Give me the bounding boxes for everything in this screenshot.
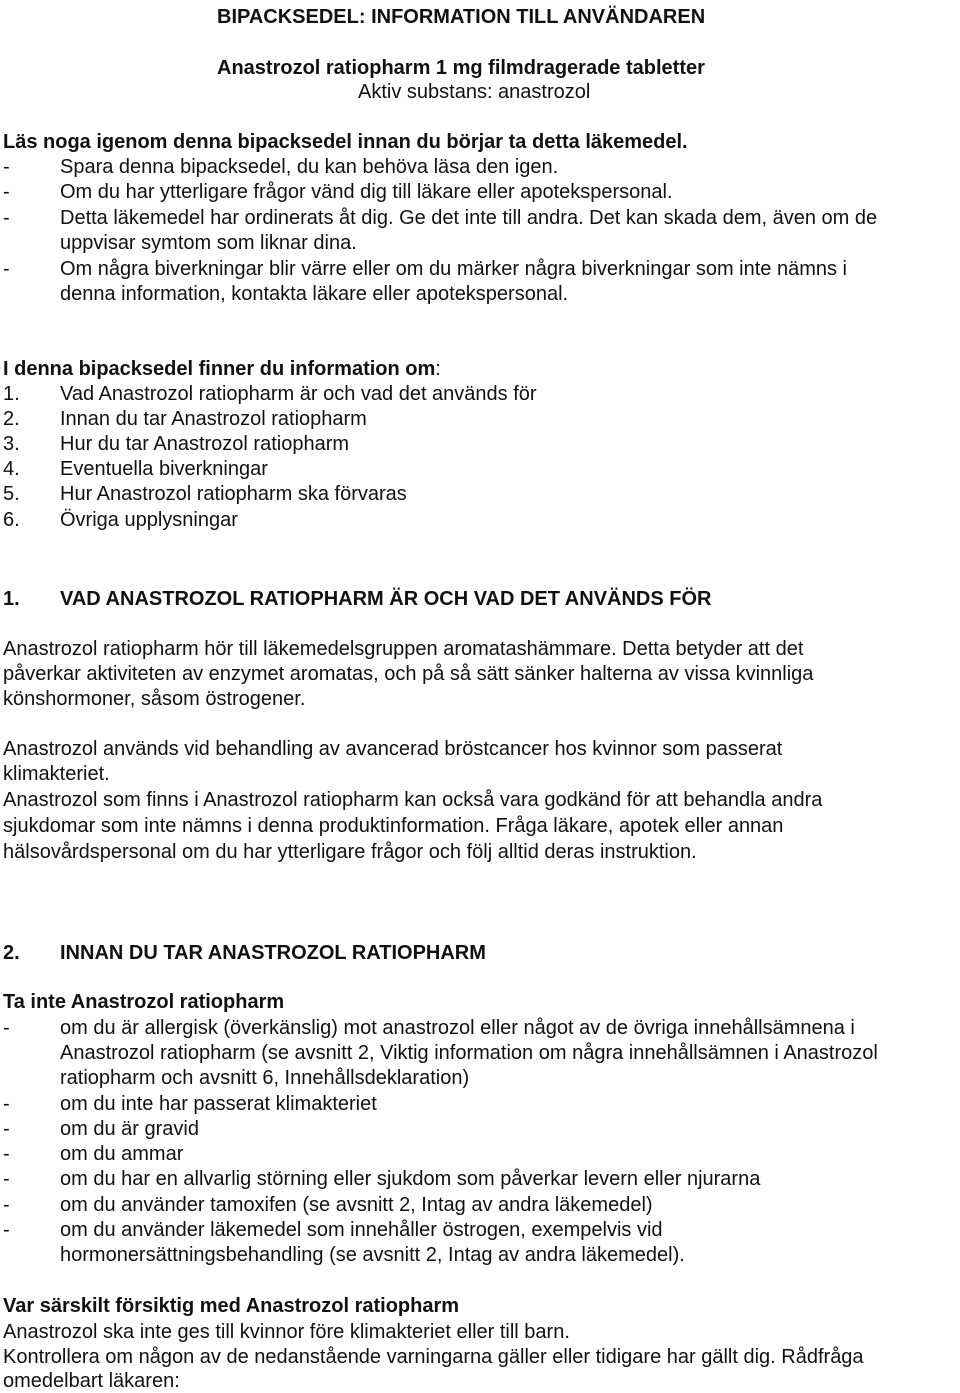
contraindication-text: hormonersättningsbehandling (se avsnitt 2, Intag av andra läkemedel). xyxy=(60,1244,685,1266)
toc-item-text: Eventuella biverkningar xyxy=(60,458,268,480)
toc-item-number: 2. xyxy=(3,408,20,430)
product-name: Anastrozol ratiopharm 1 mg filmdragerade tabletter xyxy=(217,57,705,79)
contraindication-dash: - xyxy=(3,1168,10,1190)
toc-item-text: Övriga upplysningar xyxy=(60,509,238,531)
section1-para-line: könshormoner, såsom östrogener. xyxy=(3,688,306,710)
contraindication-text: om du inte har passerat klimakteriet xyxy=(60,1093,377,1115)
intro-bullet-text: Spara denna bipacksedel, du kan behöva läsa den igen. xyxy=(60,156,559,178)
contraindication-text: ratiopharm och avsnitt 6, Innehållsdeklaration) xyxy=(60,1067,470,1089)
toc-item-number: 5. xyxy=(3,483,20,505)
toc-item-text: Hur Anastrozol ratiopharm ska förvaras xyxy=(60,483,407,505)
section1-para-line: Anastrozol som finns i Anastrozol ratiopharm kan också vara godkänd för att behandla andra xyxy=(3,789,823,811)
section1-heading: VAD ANASTROZOL RATIOPHARM ÄR OCH VAD DET ANVÄNDS FÖR xyxy=(60,588,712,610)
intro-bullet-text: uppvisar symtom som liknar dina. xyxy=(60,232,357,254)
section2-para-line: Kontrollera om någon av de nedanstående varningarna gäller eller tidigare har gällt dig. Rådfråga xyxy=(3,1346,864,1368)
contraindication-text: om du är allergisk (överkänslig) mot anastrozol eller något av de övriga innehållsämnena i xyxy=(60,1017,855,1039)
intro-bullet-text: Om några biverkningar blir värre eller om du märker några biverkningar som inte nämns i xyxy=(60,258,847,280)
intro-bullet-text: Detta läkemedel har ordinerats åt dig. Ge det inte till andra. Det kan skada dem, även om de xyxy=(60,207,878,229)
toc-item-number: 1. xyxy=(3,383,20,405)
section2-subheading: Var särskilt försiktig med Anastrozol ratiopharm xyxy=(3,1295,460,1317)
contraindication-text: om du har en allvarlig störning eller sjukdom som påverkar levern eller njurarna xyxy=(60,1168,761,1190)
contraindication-dash: - xyxy=(3,1143,10,1165)
intro-heading: Läs noga igenom denna bipacksedel innan du börjar ta detta läkemedel. xyxy=(3,131,688,153)
toc-heading xyxy=(3,357,441,381)
toc-heading-colon: : xyxy=(435,358,441,380)
section2-subheading: Ta inte Anastrozol ratiopharm xyxy=(3,991,285,1013)
contraindication-dash: - xyxy=(3,1219,10,1241)
toc-item-number: 6. xyxy=(3,509,20,531)
contraindication-text: om du ammar xyxy=(60,1143,184,1165)
intro-bullet-dash: - xyxy=(3,181,10,203)
section1-para-line: Anastrozol används vid behandling av avancerad bröstcancer hos kvinnor som passerat xyxy=(3,738,783,760)
section1-para-line: klimakteriet. xyxy=(3,763,110,785)
section1-number: 1. xyxy=(3,588,20,610)
section1-para-line: sjukdomar som inte nämns i denna produktinformation. Fråga läkare, apotek eller annan xyxy=(3,815,784,837)
section2-para-line: omedelbart läkaren: xyxy=(3,1370,180,1392)
section2-heading: INNAN DU TAR ANASTROZOL RATIOPHARM xyxy=(60,942,486,964)
intro-bullet-dash: - xyxy=(3,258,10,280)
contraindication-text: om du använder tamoxifen (se avsnitt 2, Intag av andra läkemedel) xyxy=(60,1194,653,1216)
toc-heading-text: I denna bipacksedel finner du information om xyxy=(3,358,436,380)
intro-bullet-dash: - xyxy=(3,207,10,229)
toc-item-text: Vad Anastrozol ratiopharm är och vad det används för xyxy=(60,383,537,405)
contraindication-dash: - xyxy=(3,1194,10,1216)
contraindication-dash: - xyxy=(3,1017,10,1039)
toc-item-text: Hur du tar Anastrozol ratiopharm xyxy=(60,433,350,455)
toc-item-text: Innan du tar Anastrozol ratiopharm xyxy=(60,408,367,430)
contraindication-dash: - xyxy=(3,1093,10,1115)
active-substance: Aktiv substans: anastrozol xyxy=(358,81,591,103)
contraindication-text: om du använder läkemedel som innehåller östrogen, exempelvis vid xyxy=(60,1219,663,1241)
intro-bullet-text: denna information, kontakta läkare eller apotekspersonal. xyxy=(60,283,569,305)
section1-para-line: hälsovårdspersonal om du har ytterligare frågor och följ alltid deras instruktion. xyxy=(3,841,697,863)
toc-item-number: 4. xyxy=(3,458,20,480)
intro-bullet-dash: - xyxy=(3,156,10,178)
section2-number: 2. xyxy=(3,942,20,964)
contraindication-text: om du är gravid xyxy=(60,1118,199,1140)
toc-item-number: 3. xyxy=(3,433,20,455)
intro-bullet-text: Om du har ytterligare frågor vänd dig till läkare eller apotekspersonal. xyxy=(60,181,673,203)
section1-para-line: Anastrozol ratiopharm hör till läkemedelsgruppen aromatashämmare. Detta betyder att det xyxy=(3,638,804,660)
section1-para-line: påverkar aktiviteten av enzymet aromatas, och på så sätt sänker halterna av vissa kvinnliga xyxy=(3,663,814,685)
leaflet-title: BIPACKSEDEL: INFORMATION TILL ANVÄNDAREN xyxy=(217,6,706,28)
section2-para-line: Anastrozol ska inte ges till kvinnor före klimakteriet eller till barn. xyxy=(3,1321,570,1343)
contraindication-text: Anastrozol ratiopharm (se avsnitt 2, Viktig information om några innehållsämnen i Anastrozol xyxy=(60,1042,878,1064)
contraindication-dash: - xyxy=(3,1118,10,1140)
